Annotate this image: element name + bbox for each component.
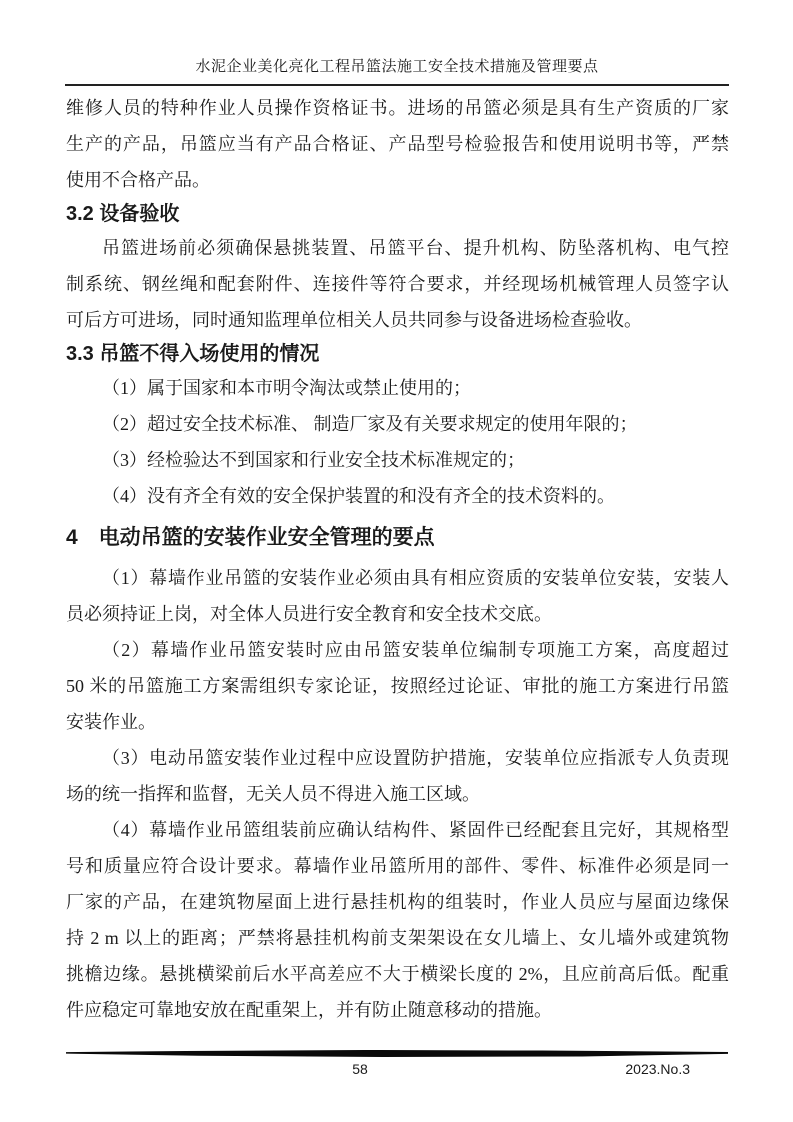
paragraph — [66, 230, 729, 338]
paragraph-line: 可后方可进场，同时通知监理单位相关人员共同参与设备进场检查验收。 — [66, 310, 642, 330]
paragraph-line: 吊篮进场前必须确保悬挑装置、吊篮平台、提升机构、防坠落机构、电气控 — [102, 238, 729, 258]
paragraph-line: （4）幕墙作业吊篮组装前应确认结构件、紧固件已经配套且完好，其规格型 — [102, 820, 729, 840]
list-item: （1）属于国家和本市明令淘汰或禁止使用的； — [102, 378, 471, 398]
header-rule — [65, 84, 729, 86]
paragraph-line: 生产的产品，吊篮应当有产品合格证、产品型号检验报告和使用说明书等，严禁 — [66, 134, 729, 154]
list-item: （4）没有齐全有效的安全保护装置的和没有齐全的技术资料的。 — [102, 486, 615, 506]
subsection-heading: 3.2 设备验收 — [66, 203, 180, 225]
paragraph-line: 使用不合格产品。 — [66, 170, 210, 190]
paragraph-line: 制系统、钢丝绳和配套附件、连接件等符合要求，并经现场机械管理人员签字认 — [66, 274, 729, 294]
paragraph-line: 厂家的产品，在建筑物屋面上进行悬挂机构的组装时，作业人员应与屋面边缘保 — [66, 892, 729, 912]
paragraph-line: （3）电动吊篮安装作业过程中应设置防护措施，安装单位应指派专人负责现 — [102, 748, 729, 768]
paragraph-line: 50 米的吊篮施工方案需组织专家论证，按照经过论证、审批的施工方案进行吊篮 — [66, 676, 729, 696]
header-title: 水泥企业美化亮化工程吊篮法施工安全技术措施及管理要点 — [195, 59, 599, 75]
paragraph-line: 维修人员的特种作业人员操作资格证书。进场的吊篮必须是具有生产资质的厂家 — [66, 98, 729, 118]
paragraph-line: 号和质量应符合设计要求。幕墙作业吊篮所用的部件、零件、标准件必须是同一 — [66, 856, 729, 876]
page-number: 58 — [352, 1061, 368, 1077]
paragraph-line: 件应稳定可靠地安放在配重架上，并有防止随意移动的措施。 — [66, 1000, 552, 1020]
paragraph — [66, 90, 729, 198]
list-item: （2）超过安全技术标准、 制造厂家及有关要求规定的使用年限的； — [102, 414, 638, 434]
paragraph — [66, 632, 729, 740]
paragraph-line: 安装作业。 — [66, 712, 156, 732]
page-footer — [0, 1060, 793, 1080]
paragraph-line: （1）幕墙作业吊篮的安装作业必须由具有相应资质的安装单位安装，安装人 — [102, 568, 729, 588]
paragraph-line: 挑檐边缘。悬挑横梁前后水平高差应不大于横梁长度的 2%，且应前高后低。配重 — [66, 964, 729, 984]
paragraph-line: 场的统一指挥和监督，无关人员不得进入施工区域。 — [66, 784, 480, 804]
paragraph — [66, 812, 729, 1028]
paragraph — [66, 560, 729, 632]
paragraph-line: 员必须持证上岗，对全体人员进行安全教育和安全技术交底。 — [66, 604, 552, 624]
paragraph — [66, 740, 729, 812]
page-header — [65, 0, 729, 86]
paragraph-line: 持 2 m 以上的距离；严禁将悬挂机构前支架架设在女儿墙上、女儿墙外或建筑物 — [66, 928, 729, 948]
paragraph-line: （2）幕墙作业吊篮安装时应由吊篮安装单位编制专项施工方案，高度超过 — [102, 640, 729, 660]
document-body — [66, 90, 729, 1028]
section-heading: 4 电动吊篮的安装作业安全管理的要点 — [66, 526, 435, 549]
list-item: （3）经检验达不到国家和行业安全技术标准规定的； — [102, 450, 525, 470]
footer-bar — [66, 1050, 728, 1057]
subsection-heading: 3.3 吊篮不得入场使用的情况 — [66, 343, 320, 365]
issue-label: 2023.No.3 — [625, 1061, 690, 1077]
